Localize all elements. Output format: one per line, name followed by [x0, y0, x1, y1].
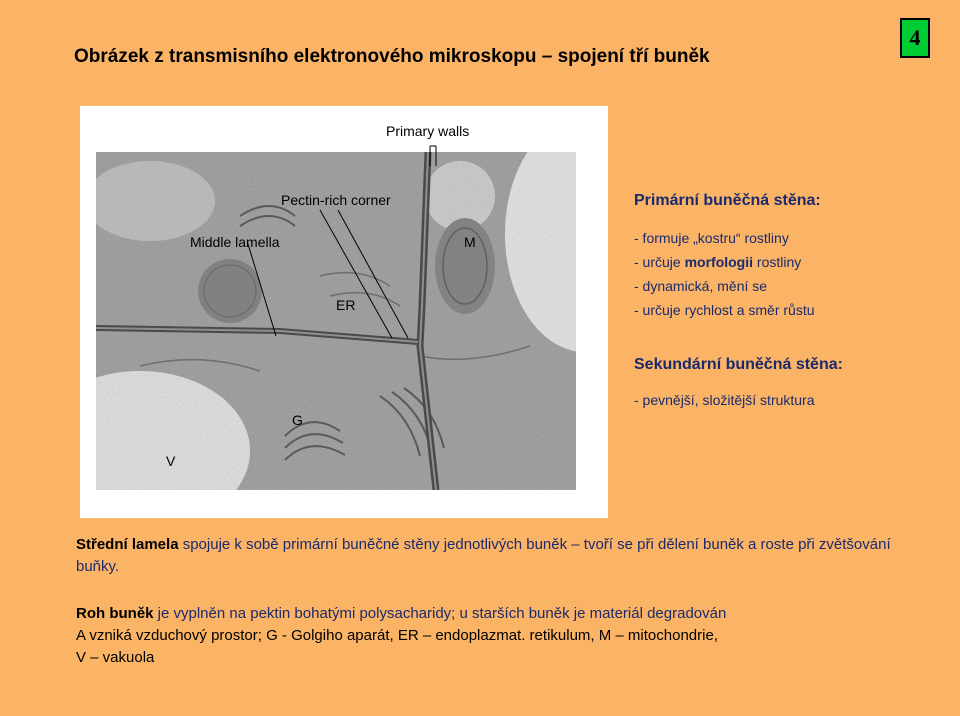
primary-wall-item: - určuje rychlost a směr růstu [634, 302, 815, 318]
wall-description-panel [634, 192, 843, 412]
label-vacuole: V [166, 453, 176, 469]
middle-lamella-paragraph: Střední lamela spojuje k sobě primární buněčné stěny jednotlivých buněk – tvoří se při dělení buněk a roste při zvětšování buňky. [76, 536, 891, 575]
micrograph-figure [80, 106, 608, 518]
primary-wall-list [634, 226, 843, 322]
secondary-wall-item: - pevnější, složitější struktura [634, 392, 815, 408]
label-er: ER [336, 297, 356, 313]
label-pectin-rich-corner: Pectin-rich corner [281, 192, 391, 208]
slide-number: 4 [900, 18, 930, 58]
secondary-wall-heading: Sekundární buněčná stěna: [634, 356, 843, 373]
primary-wall-item: - dynamická, mění se [634, 278, 768, 294]
cell-corner-paragraph: Roh buněk je vyplněn na pektin bohatými polysacharidy; u starších buněk je materiál degradován A vzniká vzduchový prostor; G - Golgiho aparát, ER – endoplazmat. retikulum, M – mitochondrie, V – vakuola [76, 605, 727, 666]
primary-wall-item: - určuje morfologii rostliny [634, 254, 802, 270]
label-golgi: G [292, 412, 303, 428]
slide-title: Obrázek z transmisního elektronového mikroskopu – spojení tří buněk [74, 46, 710, 67]
label-primary-walls: Primary walls [386, 123, 470, 139]
secondary-wall-list [634, 388, 843, 412]
primary-wall-heading: Primární buněčná stěna: [634, 192, 821, 209]
primary-wall-item: - formuje „kostru“ rostliny [634, 230, 789, 246]
label-middle-lamella: Middle lamella [190, 234, 280, 250]
label-mitochondrion: M [464, 234, 476, 250]
